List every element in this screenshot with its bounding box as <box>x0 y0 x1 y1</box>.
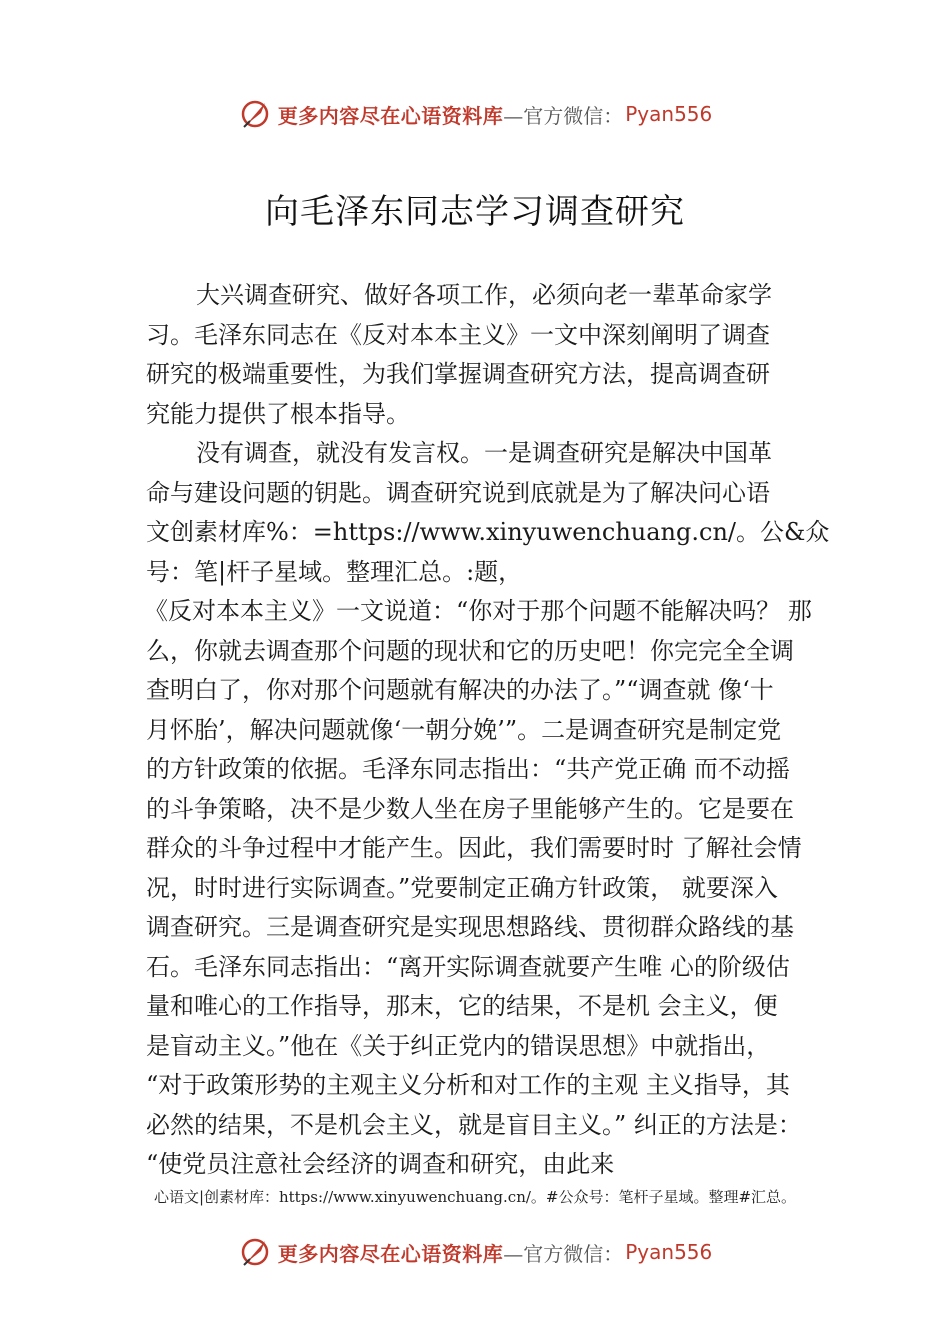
banner-red-text: 更多内容尽在心语资料库 <box>277 1241 504 1266</box>
quill-logo-icon <box>238 97 272 131</box>
quill-logo-icon <box>238 1235 272 1269</box>
banner-gray-text: —官方微信： <box>503 103 624 128</box>
banner-wechat-id: Pyan556 <box>625 1240 713 1264</box>
body-line: 月怀胎’，解决问题就像‘一朝分娩’”。二是调查研究是制定党 <box>146 715 782 744</box>
footer-banner <box>0 1232 950 1272</box>
body-line: 的方针政策的依据。毛泽东同志指出：“共产党正确 而不动摇 <box>146 755 790 783</box>
body-line: 号：笔|杆子星域。整理汇总。:题， <box>146 557 523 586</box>
body-line: “使党员注意社会经济的调查和研究，由此来 <box>146 1150 615 1178</box>
body-line: 查明白了，你对那个问题就有解决的办法了。”“调查就 像‘十 <box>146 676 774 704</box>
body-line: 必然的结果，不是机会主义，就是盲目主义。” 纠正的方法是： <box>146 1110 802 1139</box>
body-line: 是盲动主义。”他在《关于纠正党内的错误思想》中就指出， <box>146 1031 771 1060</box>
document-title: 向毛泽东同志学习调查研究 <box>265 192 685 232</box>
body-line: “对于政策形势的主观主义分析和对工作的主观 主义指导，其 <box>146 1071 790 1099</box>
banner-wechat-id: Pyan556 <box>625 102 713 126</box>
body-line: 大兴调查研究、做好各项工作，必须向老一辈革命家学 <box>196 281 772 309</box>
body-line: 量和唯心的工作指导，那末，它的结果，不是机 会主义，便 <box>146 992 778 1020</box>
body-line: 研究的极端重要性，为我们掌握调查研究方法，提高调查研 <box>146 360 770 388</box>
document-body <box>146 276 832 1185</box>
body-line: 么，你就去调查那个问题的现状和它的历史吧！你完完全全调 <box>146 636 794 665</box>
footer-note: 心语文|创素材库：https://www.xinyuwenchuang.cn/。#公众号：笔杆子星域。整理#汇总。 <box>153 1188 797 1206</box>
body-line: 《反对本本主义》一文说道：“你对于那个问题不能解决吗？ 那 <box>144 597 812 625</box>
banner-gray-text: —官方微信： <box>503 1241 624 1266</box>
body-line: 习。毛泽东同志在《反对本本主义》一文中深刻阐明了调查 <box>146 320 770 349</box>
banner-red-text: 更多内容尽在心语资料库 <box>277 103 504 128</box>
body-line: 文创素材库%：=https://www.xinyuwenchuang.cn/。公&众 <box>146 518 830 546</box>
body-line: 命与建设问题的钥匙。调查研究说到底就是为了解决问心语 <box>146 478 770 507</box>
body-line: 没有调查，就没有发言权。一是调查研究是解决中国革 <box>196 439 772 467</box>
body-line: 究能力提供了根本指导。 <box>146 399 410 428</box>
header-banner <box>0 94 950 134</box>
body-line: 群众的斗争过程中才能产生。因此，我们需要时时 了解社会情 <box>146 834 802 862</box>
body-line: 石。毛泽东同志指出：“离开实际调查就要产生唯 心的阶级估 <box>146 952 790 981</box>
body-line: 况，时时进行实际调查。”党要制定正确方针政策， 就要深入 <box>146 873 778 902</box>
body-line: 调查研究。三是调查研究是实现思想路线、贯彻群众路线的基 <box>146 913 794 941</box>
body-line: 的斗争策略，决不是少数人坐在房子里能够产生的。它是要在 <box>146 794 794 823</box>
